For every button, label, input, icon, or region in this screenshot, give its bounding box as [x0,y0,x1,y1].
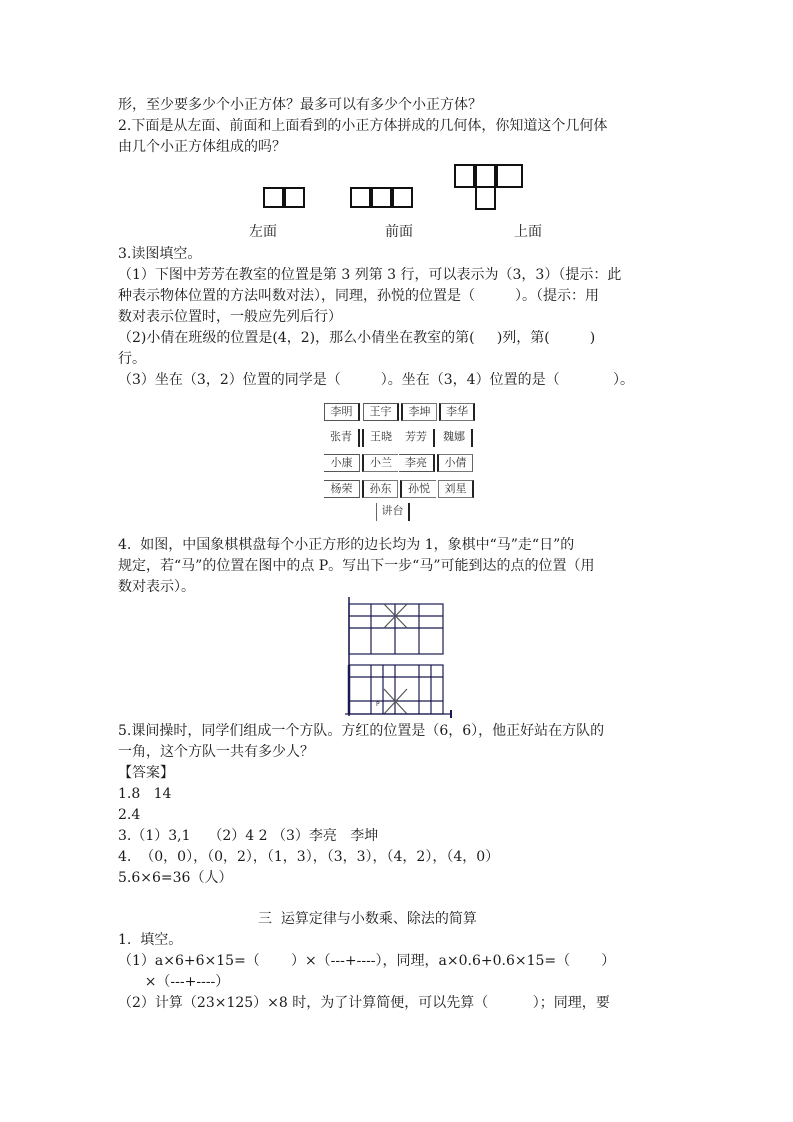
seat: 王宇 [363,403,399,421]
q4-text-cont: 规定，若“马”的位置在图中的点 P。写出下一步“马”可能到达的点的位置（用 [118,558,595,574]
seat: 李坤 [401,403,437,421]
seat: 李亮 [399,454,435,472]
answer-3: 3.（1）3,1 （2）4 2 （3）李亮 李坤 [118,828,379,844]
answer-4: 4. （0，0），（0，2），（1，3），（3，3），（4，2），（4，0） [118,849,500,865]
seat: 李明 [324,403,360,421]
top-view-label: 上面 [514,224,542,240]
text-line-q1-end: 形，至少要多少个小正方体？最多可以有多少个小正方体？ [118,97,482,113]
seat: 张青 [324,429,360,447]
s3-q1-part2: （2）计算（23×125）×8 时，为了计算简便，可以先算（ ）；同理，要 [118,995,610,1011]
q3-part1-cont: 种表示物体位置的方法叫数对法），同理，孙悦的位置是（ ）。（提示：用 [118,288,600,304]
q3-part1: （1）下图中芳芳在教室的位置是第 3 列第 3 行，可以表示为（3，3）（提示：此 [118,267,622,283]
q4-text-end: 数对表示）。 [118,579,195,595]
seat: 小兰 [362,454,398,472]
q5-text: 5.课间操时，同学们组成一个方队。方红的位置是（6，6），他正好站在方队的 [118,723,605,739]
seat: 王晓 [362,429,398,447]
chessboard-diagram [340,594,460,720]
seat: 小倩 [437,454,473,472]
s3-q1-part1: （1）a×6+6×15=（ ）×（---+----），同理，a×0.6+0.6×15=（ ） [118,953,616,969]
s3-q1-part1-cont: ×（---+----） [118,974,230,990]
seat: 孙悦 [400,480,436,498]
answer-heading: 【答案】 [118,765,174,781]
seat: 李华 [439,403,475,421]
q2-text: 2.下面是从左面、前面和上面看到的小正方体拼成的几何体，你知道这个几何体 [118,118,608,134]
podium: 讲台 [376,503,410,521]
q3-title: 3.读图填空。 [118,246,202,262]
point-p-label: P [376,701,380,708]
q3-part1-hint: 数对表示位置时，一般应先列后行） [118,309,342,325]
answer-5: 5.6×6=36（人） [118,870,233,886]
q3-part2-cont: 行。 [118,351,146,367]
left-view-label: 左面 [249,224,277,240]
q3-part3: （3）坐在（3，2）位置的同学是（ ）。坐在（3，4）位置的是（ ）。 [118,372,634,388]
seat: 杨荣 [324,480,360,498]
s3-q1-title: 1. 填空。 [118,932,183,948]
section-title: 三 运算定律与小数乘、除法的简算 [258,911,477,927]
front-view-label: 前面 [385,224,413,240]
q5-text-cont: 一角，这个方队一共有多少人？ [118,744,314,760]
seat: 孙东 [362,480,398,498]
q2-text-cont: 由几个小正方体组成的吗？ [118,139,286,155]
seat: 魏娜 [437,429,473,447]
seat: 芳芳 [399,429,435,447]
q3-part2: （2)小倩在班级的位置是(4，2)，那么小倩坐在教室的第( )列，第( ) [118,330,596,346]
q4-text: 4. 如图，中国象棋棋盘每个小正方形的边长均为 1，象棋中“马”走“日”的 [118,537,575,553]
seat: 刘星 [438,480,474,498]
answer-2: 2.4 [118,807,141,823]
answer-1: 1.8 14 [118,786,172,802]
seat: 小康 [324,454,360,472]
